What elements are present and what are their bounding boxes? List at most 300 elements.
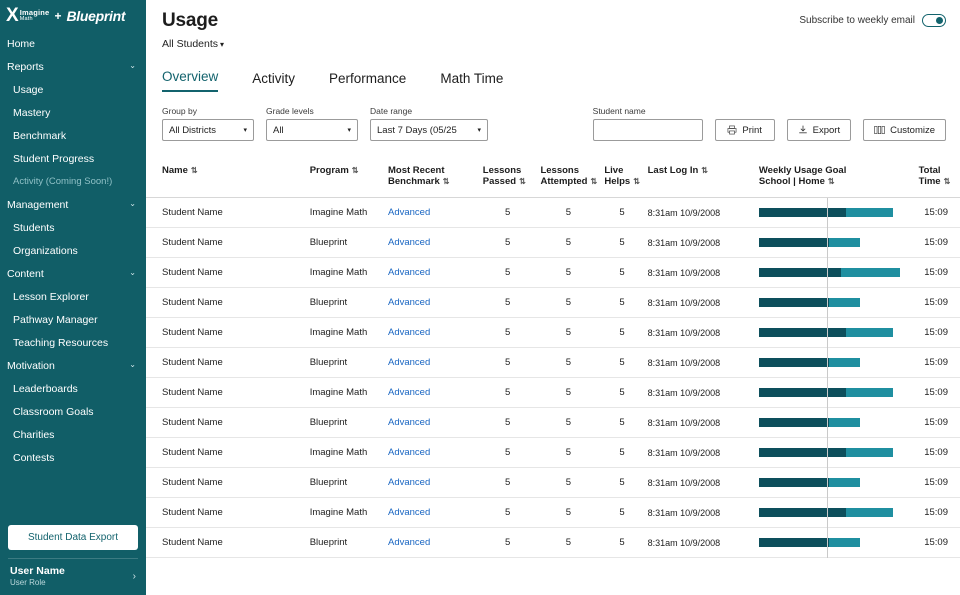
sidebar-item-organizations[interactable] [0,239,146,262]
cell-last-log-in: 8:31am 10/9/2008 [644,258,755,288]
cell-weekly-usage-goal [755,468,915,498]
student-name-input[interactable] [593,119,703,141]
cell-weekly-usage-goal [755,378,915,408]
cell-live-helps: 5 [600,288,643,318]
table-row[interactable] [146,258,960,288]
table-row[interactable] [146,348,960,378]
column-header-weekly-goal[interactable] [755,159,915,198]
brand-logo[interactable] [0,0,146,30]
plus-icon: + [54,9,62,23]
cell-lessons-passed: 5 [479,348,537,378]
benchmark-link[interactable]: Advanced [388,207,431,218]
sort-icon[interactable]: ⇅ [633,177,640,186]
page-title: Usage [162,10,219,31]
usage-goal-bar [759,538,900,547]
cell-benchmark [384,528,479,558]
sidebar [0,0,146,595]
cell-last-log-in: 8:31am 10/9/2008 [644,378,755,408]
sidebar-item-label: Home [7,37,36,50]
group-by-field [162,106,254,141]
column-header-text: Passed [482,176,517,187]
column-header-text: Attempted [540,176,588,187]
blueprint-wordmark: Blueprint [66,8,126,24]
usage-goal-target-marker [827,198,828,228]
table-row[interactable] [146,438,960,468]
sidebar-item-reports[interactable] [0,55,146,78]
sidebar-item-pathway-manager[interactable] [0,308,146,331]
column-header-lessons-attempted[interactable] [536,159,600,198]
column-header-lessons-passed[interactable] [479,159,537,198]
print-label: Print [742,124,762,136]
filter-bar [146,92,960,151]
column-header-total-time[interactable] [915,159,960,198]
cell-program: Imagine Math [306,198,384,228]
cell-program: Blueprint [306,348,384,378]
cell-total-time: 15:09 [915,318,960,348]
sidebar-item-motivation[interactable] [0,354,146,377]
cell-student-name: Student Name [146,528,306,558]
column-header-text: School | Home [758,176,825,187]
cell-benchmark [384,318,479,348]
cell-student-name: Student Name [146,258,306,288]
cell-lessons-attempted: 5 [536,198,600,228]
sidebar-item-contests[interactable] [0,446,146,469]
sidebar-item-label: Motivation [7,359,55,372]
usage-goal-home-segment [846,328,893,337]
sort-icon[interactable]: ⇅ [190,166,198,175]
cell-student-name: Student Name [146,288,306,318]
sidebar-item-classroom-goals[interactable] [0,400,146,423]
column-header-text: Program [309,165,349,176]
chevron-down-icon: ⌄ [129,61,136,70]
usage-goal-school-segment [759,328,846,337]
sidebar-nav [0,30,146,525]
usage-goal-home-segment [846,388,893,397]
cell-live-helps: 5 [600,378,643,408]
date-range-value: Last 7 Days (05/25 [377,124,457,136]
cell-live-helps: 5 [600,468,643,498]
page-header [146,0,960,50]
cell-last-log-in: 8:31am 10/9/2008 [644,408,755,438]
imagine-math-logo [6,7,49,25]
cell-benchmark [384,378,479,408]
sidebar-item-label: Contests [13,451,55,464]
group-by-value: All Districts [169,124,216,136]
grade-levels-value: All [273,124,284,136]
sidebar-item-charities[interactable] [0,423,146,446]
usage-goal-target-marker [827,228,828,258]
sidebar-item-mastery[interactable] [0,101,146,124]
tab-overview[interactable]: Overview [162,69,218,92]
sidebar-item-label: Leaderboards [13,382,78,395]
sidebar-item-label: Charities [13,428,55,441]
sort-icon[interactable]: ⇅ [442,177,450,186]
tab-bar [146,50,960,92]
column-header-live-helps[interactable] [600,159,643,198]
columns-icon [874,125,885,135]
cell-lessons-attempted: 5 [536,348,600,378]
logo-x-icon: X [6,5,18,26]
usage-goal-home-segment [846,208,893,217]
usage-goal-school-segment [759,538,830,547]
cell-student-name: Student Name [146,378,306,408]
sidebar-item-label: Usage [13,83,44,96]
column-header-text: Benchmark [388,176,440,187]
sidebar-item-content[interactable] [0,262,146,285]
date-range-field [370,106,488,141]
date-range-label: Date range [370,106,413,116]
sidebar-item-lesson-explorer[interactable] [0,285,146,308]
main-content [146,0,960,595]
date-range-select[interactable] [370,119,488,141]
usage-goal-school-segment [759,388,846,397]
sidebar-item-activity-coming-soon[interactable] [0,170,146,193]
user-info [10,565,65,587]
cell-live-helps: 5 [600,438,643,468]
usage-goal-school-segment [759,478,830,487]
cell-student-name: Student Name [146,498,306,528]
column-header-text: Name [162,165,188,176]
cell-weekly-usage-goal [755,408,915,438]
cell-total-time: 15:09 [915,288,960,318]
cell-lessons-passed: 5 [479,258,537,288]
sidebar-item-student-progress[interactable] [0,147,146,170]
usage-goal-home-segment [829,238,860,247]
benchmark-link[interactable]: Advanced [388,357,431,368]
benchmark-link[interactable]: Advanced [388,477,431,488]
cell-total-time: 15:09 [915,348,960,378]
group-by-label: Group by [162,106,197,116]
subscribe-toggle[interactable] [922,14,946,27]
cell-total-time: 15:09 [915,228,960,258]
cell-total-time: 15:09 [915,408,960,438]
cell-live-helps: 5 [600,408,643,438]
sort-icon[interactable]: ⇅ [943,177,951,186]
usage-goal-bar [759,268,900,277]
usage-goal-home-segment [846,508,893,517]
cell-benchmark [384,228,479,258]
usage-goal-home-segment [846,448,893,457]
cell-weekly-usage-goal [755,348,915,378]
usage-goal-bar [759,298,900,307]
usage-goal-bar [759,418,900,427]
cell-last-log-in: 8:31am 10/9/2008 [644,228,755,258]
usage-goal-school-segment [759,268,841,277]
usage-goal-target-marker [827,438,828,468]
usage-goal-bar [759,508,900,517]
customize-button[interactable] [863,119,946,141]
tab-math-time[interactable]: Math Time [440,71,504,86]
usage-goal-school-segment [759,448,846,457]
cell-weekly-usage-goal [755,318,915,348]
cell-lessons-passed: 5 [479,228,537,258]
cell-program: Imagine Math [306,318,384,348]
usage-table-body [146,198,960,558]
sidebar-item-label: Lesson Explorer [13,290,89,303]
usage-goal-school-segment [759,208,846,217]
print-button[interactable] [715,119,775,141]
cell-lessons-passed: 5 [479,498,537,528]
cell-weekly-usage-goal [755,498,915,528]
download-icon [798,125,808,135]
cell-benchmark [384,288,479,318]
chevron-right-icon: › [132,570,136,582]
column-header-text: Last Log In [647,165,699,176]
sidebar-item-label: Teaching Resources [13,336,109,349]
cell-student-name: Student Name [146,228,306,258]
usage-goal-bar [759,448,900,457]
chevron-down-icon: ▾ [477,127,481,134]
student-name-field [593,106,703,141]
usage-goal-target-marker [827,318,828,348]
usage-goal-home-segment [829,538,860,547]
usage-goal-target-marker [827,408,828,438]
cell-lessons-attempted: 5 [536,528,600,558]
cell-total-time: 15:09 [915,198,960,228]
grade-levels-select[interactable] [266,119,358,141]
usage-goal-bar [759,388,900,397]
usage-goal-school-segment [759,508,846,517]
table-row[interactable] [146,498,960,528]
cell-lessons-passed: 5 [479,528,537,558]
customize-label: Customize [890,124,935,136]
cell-weekly-usage-goal [755,288,915,318]
benchmark-link[interactable]: Advanced [388,297,431,308]
sidebar-footer [0,525,146,595]
cell-benchmark [384,468,479,498]
cell-last-log-in: 8:31am 10/9/2008 [644,198,755,228]
column-header-last-log-in[interactable] [644,159,755,198]
usage-goal-home-segment [841,268,900,277]
cell-program: Blueprint [306,468,384,498]
table-row[interactable] [146,318,960,348]
usage-goal-bar [759,238,900,247]
usage-goal-home-segment [829,418,860,427]
cell-live-helps: 5 [600,498,643,528]
cell-program: Blueprint [306,408,384,438]
usage-goal-target-marker [827,348,828,378]
usage-goal-school-segment [759,238,830,247]
cell-benchmark [384,438,479,468]
sidebar-item-label: Student Progress [13,152,95,165]
cell-benchmark [384,408,479,438]
cell-student-name: Student Name [146,408,306,438]
table-row[interactable] [146,468,960,498]
usage-goal-target-marker [827,378,828,408]
usage-table-wrapper [146,151,960,558]
benchmark-link[interactable]: Advanced [388,537,431,548]
column-header-text: Helps [604,176,631,187]
table-row[interactable] [146,288,960,318]
usage-goal-home-segment [829,298,860,307]
cell-total-time: 15:09 [915,258,960,288]
table-row[interactable] [146,528,960,558]
sidebar-item-students[interactable] [0,216,146,239]
sort-icon[interactable]: ⇅ [519,177,526,186]
sort-icon[interactable]: ⇅ [590,177,598,186]
chevron-down-icon: ⌄ [129,199,136,208]
export-label: Export [812,124,841,136]
group-by-select[interactable] [162,119,254,141]
sidebar-item-label: Activity (Coming Soon!) [13,176,113,187]
student-scope-filter[interactable] [162,38,224,50]
cell-program: Imagine Math [306,378,384,408]
usage-goal-bar [759,328,900,337]
usage-goal-school-segment [759,298,830,307]
cell-last-log-in: 8:31am 10/9/2008 [644,498,755,528]
sidebar-item-home[interactable] [0,32,146,55]
cell-lessons-attempted: 5 [536,228,600,258]
column-header-text: Lessons [482,165,522,176]
user-name: User Name [10,565,65,577]
usage-table-head [146,159,960,198]
sidebar-item-label: Benchmark [13,129,67,142]
cell-program: Imagine Math [306,258,384,288]
cell-program: Blueprint [306,228,384,258]
cell-last-log-in: 8:31am 10/9/2008 [644,438,755,468]
usage-goal-bar [759,478,900,487]
cell-total-time: 15:09 [915,528,960,558]
benchmark-link[interactable]: Advanced [388,387,431,398]
chevron-down-icon: ▾ [347,127,351,134]
cell-benchmark [384,498,479,528]
sidebar-item-usage[interactable] [0,78,146,101]
cell-lessons-attempted: 5 [536,498,600,528]
table-row[interactable] [146,228,960,258]
cell-lessons-attempted: 5 [536,378,600,408]
cell-weekly-usage-goal [755,258,915,288]
cell-student-name: Student Name [146,438,306,468]
cell-live-helps: 5 [600,528,643,558]
sidebar-item-label: Mastery [13,106,51,119]
cell-last-log-in: 8:31am 10/9/2008 [644,318,755,348]
benchmark-link[interactable]: Advanced [388,507,431,518]
usage-goal-home-segment [829,478,860,487]
usage-goal-target-marker [827,288,828,318]
tab-performance[interactable]: Performance [329,71,407,86]
usage-goal-bar [759,358,900,367]
benchmark-link[interactable]: Advanced [388,327,431,338]
student-name-label: Student name [592,106,646,116]
column-header-text: Weekly Usage Goal [758,165,847,176]
cell-lessons-passed: 5 [479,288,537,318]
sidebar-item-label: Content [7,267,44,280]
usage-goal-target-marker [827,498,828,528]
column-header-text: Live [604,165,624,176]
export-button[interactable] [787,119,851,141]
cell-lessons-passed: 5 [479,408,537,438]
cell-weekly-usage-goal [755,438,915,468]
cell-program: Imagine Math [306,438,384,468]
table-row[interactable] [146,378,960,408]
printer-icon [727,125,737,135]
cell-lessons-attempted: 5 [536,288,600,318]
cell-lessons-attempted: 5 [536,408,600,438]
sidebar-item-label: Students [13,221,55,234]
cell-program: Blueprint [306,528,384,558]
subscribe-weekly-email[interactable] [799,10,946,27]
benchmark-link[interactable]: Advanced [388,237,431,248]
usage-goal-home-segment [829,358,860,367]
grade-levels-label: Grade levels [266,106,314,116]
column-header-program[interactable] [306,159,384,198]
cell-last-log-in: 8:31am 10/9/2008 [644,348,755,378]
cell-last-log-in: 8:31am 10/9/2008 [644,528,755,558]
student-scope-label: All Students [162,38,219,50]
cell-lessons-attempted: 5 [536,258,600,288]
benchmark-link[interactable]: Advanced [388,267,431,278]
table-row[interactable] [146,198,960,228]
cell-live-helps: 5 [600,198,643,228]
column-header-text: Total [918,165,941,176]
sidebar-item-label: Classroom Goals [13,405,94,418]
usage-goal-target-marker [827,258,828,288]
chevron-down-icon: ⌄ [129,268,136,277]
usage-goal-school-segment [759,358,830,367]
chevron-down-icon: ⌄ [129,360,136,369]
cell-live-helps: 5 [600,348,643,378]
usage-table [146,159,960,558]
cell-live-helps: 5 [600,228,643,258]
sidebar-item-management[interactable] [0,193,146,216]
cell-total-time: 15:09 [915,438,960,468]
user-role: User Role [10,578,46,587]
sort-icon[interactable]: ⇅ [701,166,708,175]
cell-lessons-passed: 5 [479,198,537,228]
benchmark-link[interactable]: Advanced [388,417,431,428]
cell-live-helps: 5 [600,258,643,288]
sidebar-item-label: Pathway Manager [13,313,98,326]
tab-activity[interactable]: Activity [252,71,296,86]
cell-student-name: Student Name [146,348,306,378]
page-header-left [162,10,224,50]
cell-benchmark [384,198,479,228]
table-row[interactable] [146,408,960,438]
student-data-export-button[interactable]: Student Data Export [8,525,138,550]
grade-levels-field [266,106,358,141]
column-header-text: Lessons [540,165,580,176]
cell-weekly-usage-goal [755,198,915,228]
sidebar-item-teaching-resources[interactable] [0,331,146,354]
column-header-name[interactable] [146,159,306,198]
table-header-row [146,159,960,198]
user-account-row[interactable] [8,558,138,589]
chevron-down-icon: ▾ [220,40,225,49]
cell-total-time: 15:09 [915,498,960,528]
subscribe-label: Subscribe to weekly email [799,15,915,26]
cell-lessons-passed: 5 [479,318,537,348]
cell-lessons-passed: 5 [479,468,537,498]
sidebar-item-benchmark[interactable] [0,124,146,147]
sort-icon[interactable]: ⇅ [351,166,359,175]
sidebar-item-label: Reports [7,60,44,73]
cell-student-name: Student Name [146,468,306,498]
sidebar-item-leaderboards[interactable] [0,377,146,400]
sort-icon[interactable]: ⇅ [827,177,835,186]
sidebar-item-label: Management [7,198,69,211]
column-header-text: Time [918,176,941,187]
cell-last-log-in: 8:31am 10/9/2008 [644,288,755,318]
usage-goal-target-marker [827,528,828,558]
logo-wordmark [20,9,50,23]
cell-student-name: Student Name [146,198,306,228]
cell-lessons-passed: 5 [479,378,537,408]
logo-math-text: Math [19,16,33,22]
cell-program: Imagine Math [306,498,384,528]
benchmark-link[interactable]: Advanced [388,447,431,458]
cell-weekly-usage-goal [755,228,915,258]
column-header-benchmark[interactable] [384,159,479,198]
